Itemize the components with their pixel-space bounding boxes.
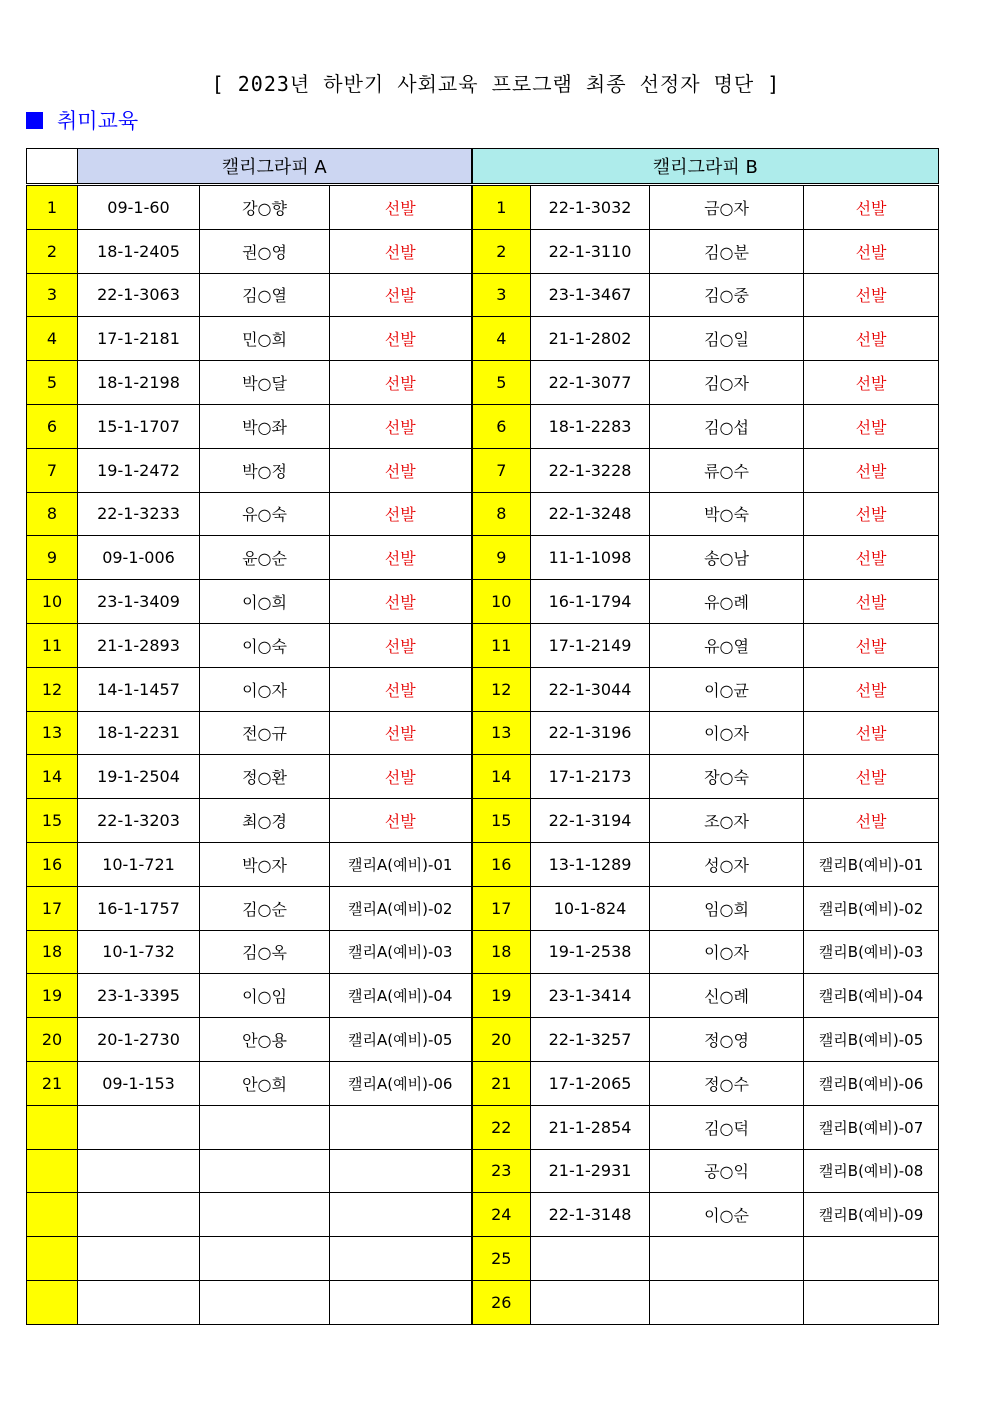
member-name-b: 유○열 — [650, 623, 804, 667]
selection-status-b: 선발 — [804, 185, 939, 230]
selection-status-a: 선발 — [330, 711, 472, 755]
row-number-a: 3 — [27, 273, 78, 317]
member-name-b: 김○섭 — [650, 404, 804, 448]
member-id-b: 19-1-2538 — [531, 930, 650, 974]
member-name-b: 김○일 — [650, 317, 804, 361]
selection-status-b: 선발 — [804, 755, 939, 799]
member-id-b: 23-1-3414 — [531, 974, 650, 1018]
row-number-a: 11 — [27, 623, 78, 667]
table-row — [27, 361, 939, 405]
member-name-a: 김○순 — [200, 886, 330, 930]
member-id-b: 22-1-3032 — [531, 185, 650, 230]
member-name-b: 이○순 — [650, 1193, 804, 1237]
selection-status-a: 선발 — [330, 361, 472, 405]
row-number-a: 9 — [27, 536, 78, 580]
row-number-b: 15 — [472, 799, 531, 843]
row-number-b: 19 — [472, 974, 531, 1018]
selection-status-b: 선발 — [804, 580, 939, 624]
row-number-b: 6 — [472, 404, 531, 448]
table-row — [27, 536, 939, 580]
member-name-a — [200, 1280, 330, 1324]
member-id-b: 10-1-824 — [531, 886, 650, 930]
row-number-b: 8 — [472, 492, 531, 536]
selection-status-a: 선발 — [330, 667, 472, 711]
row-number-b: 22 — [472, 1105, 531, 1149]
member-name-a — [200, 1237, 330, 1281]
member-id-b: 22-1-3248 — [531, 492, 650, 536]
selection-status-b: 선발 — [804, 273, 939, 317]
row-number-a: 20 — [27, 1018, 78, 1062]
row-number-b: 16 — [472, 842, 531, 886]
row-number-a — [27, 1280, 78, 1324]
member-name-b: 장○숙 — [650, 755, 804, 799]
selection-status-b: 선발 — [804, 404, 939, 448]
member-name-a: 김○옥 — [200, 930, 330, 974]
member-name-b: 김○분 — [650, 229, 804, 273]
member-name-b: 정○수 — [650, 1061, 804, 1105]
selection-status-a — [330, 1149, 472, 1193]
row-number-b: 7 — [472, 448, 531, 492]
selection-status-a — [330, 1237, 472, 1281]
table-row — [27, 1280, 939, 1324]
row-number-b: 18 — [472, 930, 531, 974]
row-number-b: 5 — [472, 361, 531, 405]
member-name-b: 류○수 — [650, 448, 804, 492]
selection-status-a: 선발 — [330, 755, 472, 799]
selection-status-b: 선발 — [804, 536, 939, 580]
member-id-a: 14-1-1457 — [78, 667, 200, 711]
row-number-b: 21 — [472, 1061, 531, 1105]
member-name-b: 성○자 — [650, 842, 804, 886]
table-row — [27, 930, 939, 974]
member-id-b: 22-1-3194 — [531, 799, 650, 843]
row-number-a: 17 — [27, 886, 78, 930]
member-name-a: 이○자 — [200, 667, 330, 711]
member-id-b — [531, 1237, 650, 1281]
row-number-b: 12 — [472, 667, 531, 711]
member-id-b: 21-1-2854 — [531, 1105, 650, 1149]
row-number-b: 2 — [472, 229, 531, 273]
selection-status-a: 선발 — [330, 799, 472, 843]
member-name-b — [650, 1237, 804, 1281]
table-row — [27, 448, 939, 492]
row-number-b: 9 — [472, 536, 531, 580]
table-row — [27, 1193, 939, 1237]
table-row — [27, 667, 939, 711]
member-name-a: 박○달 — [200, 361, 330, 405]
table-header-row — [27, 149, 939, 185]
selection-status-b: 선발 — [804, 711, 939, 755]
member-id-b: 21-1-2802 — [531, 317, 650, 361]
selection-status-b: 선발 — [804, 448, 939, 492]
row-number-b: 20 — [472, 1018, 531, 1062]
row-number-a: 19 — [27, 974, 78, 1018]
member-name-a: 김○열 — [200, 273, 330, 317]
member-id-a: 22-1-3233 — [78, 492, 200, 536]
row-number-a: 21 — [27, 1061, 78, 1105]
member-id-a: 22-1-3203 — [78, 799, 200, 843]
section-heading — [26, 106, 138, 134]
selection-status-a: 선발 — [330, 185, 472, 230]
member-name-b: 공○익 — [650, 1149, 804, 1193]
selection-status-b — [804, 1237, 939, 1281]
member-id-a — [78, 1280, 200, 1324]
row-number-a: 10 — [27, 580, 78, 624]
member-id-b: 21-1-2931 — [531, 1149, 650, 1193]
member-id-a: 23-1-3395 — [78, 974, 200, 1018]
selection-status-a: 선발 — [330, 273, 472, 317]
member-id-a: 09-1-60 — [78, 185, 200, 230]
member-id-a — [78, 1105, 200, 1149]
member-name-a: 강○향 — [200, 185, 330, 230]
table-row — [27, 842, 939, 886]
member-id-b: 13-1-1289 — [531, 842, 650, 886]
member-name-a: 박○정 — [200, 448, 330, 492]
row-number-a: 12 — [27, 667, 78, 711]
selection-status-b: 캘리B(예비)-09 — [804, 1193, 939, 1237]
row-number-a: 5 — [27, 361, 78, 405]
member-name-b — [650, 1280, 804, 1324]
row-number-a: 4 — [27, 317, 78, 361]
member-name-b: 박○숙 — [650, 492, 804, 536]
selection-status-b: 캘리B(예비)-03 — [804, 930, 939, 974]
selection-status-a: 선발 — [330, 492, 472, 536]
member-id-a: 20-1-2730 — [78, 1018, 200, 1062]
row-number-a: 14 — [27, 755, 78, 799]
member-id-b: 22-1-3077 — [531, 361, 650, 405]
table-row — [27, 623, 939, 667]
member-name-a — [200, 1149, 330, 1193]
member-id-b: 22-1-3148 — [531, 1193, 650, 1237]
member-name-a — [200, 1193, 330, 1237]
row-number-b: 3 — [472, 273, 531, 317]
member-id-a: 18-1-2231 — [78, 711, 200, 755]
selection-status-b — [804, 1280, 939, 1324]
member-name-b: 이○균 — [650, 667, 804, 711]
member-id-a: 21-1-2893 — [78, 623, 200, 667]
row-number-b: 17 — [472, 886, 531, 930]
selection-roster-table — [26, 148, 939, 1325]
group-a-heading: 캘리그라피 A — [78, 149, 472, 185]
selection-status-b: 선발 — [804, 492, 939, 536]
section-label: 취미교육 — [57, 109, 139, 133]
selection-status-b: 선발 — [804, 799, 939, 843]
member-name-a: 민○희 — [200, 317, 330, 361]
member-id-b: 16-1-1794 — [531, 580, 650, 624]
member-id-a — [78, 1193, 200, 1237]
member-name-a: 이○숙 — [200, 623, 330, 667]
selection-status-b: 캘리B(예비)-05 — [804, 1018, 939, 1062]
selection-status-a: 선발 — [330, 580, 472, 624]
member-id-a: 18-1-2198 — [78, 361, 200, 405]
member-id-a: 10-1-721 — [78, 842, 200, 886]
selection-status-a: 선발 — [330, 536, 472, 580]
row-number-a — [27, 1193, 78, 1237]
table-row — [27, 974, 939, 1018]
member-name-a: 이○희 — [200, 580, 330, 624]
member-name-a: 이○임 — [200, 974, 330, 1018]
member-id-a: 19-1-2472 — [78, 448, 200, 492]
row-number-a: 2 — [27, 229, 78, 273]
square-bullet-icon — [26, 112, 43, 129]
table-row — [27, 755, 939, 799]
selection-status-a: 캘리A(예비)-06 — [330, 1061, 472, 1105]
selection-status-b: 캘리B(예비)-08 — [804, 1149, 939, 1193]
row-number-a: 1 — [27, 185, 78, 230]
selection-status-a: 선발 — [330, 317, 472, 361]
row-number-a — [27, 1237, 78, 1281]
selection-status-a — [330, 1280, 472, 1324]
member-id-a — [78, 1149, 200, 1193]
row-number-a: 8 — [27, 492, 78, 536]
selection-status-b: 선발 — [804, 229, 939, 273]
row-number-b: 4 — [472, 317, 531, 361]
table-row — [27, 185, 939, 230]
selection-status-b: 캘리B(예비)-04 — [804, 974, 939, 1018]
table-row — [27, 1061, 939, 1105]
member-id-a: 23-1-3409 — [78, 580, 200, 624]
member-name-b: 신○례 — [650, 974, 804, 1018]
selection-status-a: 선발 — [330, 404, 472, 448]
selection-status-a: 캘리A(예비)-05 — [330, 1018, 472, 1062]
row-number-a: 13 — [27, 711, 78, 755]
member-name-b: 유○례 — [650, 580, 804, 624]
member-id-b: 22-1-3228 — [531, 448, 650, 492]
table-row — [27, 711, 939, 755]
member-id-a: 09-1-153 — [78, 1061, 200, 1105]
selection-status-b: 선발 — [804, 667, 939, 711]
member-name-b: 김○덕 — [650, 1105, 804, 1149]
member-name-a: 안○용 — [200, 1018, 330, 1062]
member-id-a: 22-1-3063 — [78, 273, 200, 317]
member-id-b: 22-1-3044 — [531, 667, 650, 711]
member-id-b: 22-1-3257 — [531, 1018, 650, 1062]
row-number-b: 1 — [472, 185, 531, 230]
member-id-b: 17-1-2149 — [531, 623, 650, 667]
table-row — [27, 492, 939, 536]
member-id-b — [531, 1280, 650, 1324]
member-id-a — [78, 1237, 200, 1281]
selection-status-a — [330, 1105, 472, 1149]
member-id-a: 15-1-1707 — [78, 404, 200, 448]
member-name-a: 박○좌 — [200, 404, 330, 448]
selection-status-b: 선발 — [804, 317, 939, 361]
header-blank-cell — [27, 149, 78, 185]
row-number-b: 24 — [472, 1193, 531, 1237]
member-name-a — [200, 1105, 330, 1149]
member-name-a: 안○희 — [200, 1061, 330, 1105]
member-id-b: 17-1-2065 — [531, 1061, 650, 1105]
member-name-a: 유○숙 — [200, 492, 330, 536]
table-row — [27, 273, 939, 317]
member-name-b: 이○자 — [650, 930, 804, 974]
member-id-b: 11-1-1098 — [531, 536, 650, 580]
member-name-a: 최○경 — [200, 799, 330, 843]
member-name-b: 정○영 — [650, 1018, 804, 1062]
member-name-a: 권○영 — [200, 229, 330, 273]
table-row — [27, 886, 939, 930]
table-row — [27, 404, 939, 448]
selection-status-b: 선발 — [804, 623, 939, 667]
member-id-a: 09-1-006 — [78, 536, 200, 580]
selection-status-b: 선발 — [804, 361, 939, 405]
row-number-a: 16 — [27, 842, 78, 886]
member-id-b: 18-1-2283 — [531, 404, 650, 448]
page-title: [ 2023년 하반기 사회교육 프로그램 최종 선정자 명단 ] — [211, 72, 781, 96]
selection-status-b: 캘리B(예비)-06 — [804, 1061, 939, 1105]
member-id-a: 19-1-2504 — [78, 755, 200, 799]
row-number-b: 10 — [472, 580, 531, 624]
member-id-b: 17-1-2173 — [531, 755, 650, 799]
row-number-b: 11 — [472, 623, 531, 667]
table-row — [27, 1149, 939, 1193]
selection-status-a: 선발 — [330, 623, 472, 667]
table-row — [27, 1237, 939, 1281]
table-row — [27, 1018, 939, 1062]
member-id-b: 22-1-3110 — [531, 229, 650, 273]
table-row — [27, 229, 939, 273]
member-name-b: 김○자 — [650, 361, 804, 405]
member-id-a: 16-1-1757 — [78, 886, 200, 930]
selection-status-a: 캘리A(예비)-01 — [330, 842, 472, 886]
selection-status-b: 캘리B(예비)-01 — [804, 842, 939, 886]
member-name-a: 정○환 — [200, 755, 330, 799]
member-id-b: 23-1-3467 — [531, 273, 650, 317]
member-name-b: 금○자 — [650, 185, 804, 230]
table-row — [27, 580, 939, 624]
row-number-a: 7 — [27, 448, 78, 492]
row-number-a: 6 — [27, 404, 78, 448]
selection-status-a — [330, 1193, 472, 1237]
selection-status-a: 캘리A(예비)-02 — [330, 886, 472, 930]
row-number-a — [27, 1149, 78, 1193]
member-name-b: 김○중 — [650, 273, 804, 317]
member-name-b: 이○자 — [650, 711, 804, 755]
selection-status-a: 캘리A(예비)-03 — [330, 930, 472, 974]
table-row — [27, 317, 939, 361]
row-number-a: 18 — [27, 930, 78, 974]
selection-status-a: 선발 — [330, 229, 472, 273]
selection-status-a: 선발 — [330, 448, 472, 492]
member-id-a: 10-1-732 — [78, 930, 200, 974]
member-name-b: 송○남 — [650, 536, 804, 580]
member-name-a: 박○자 — [200, 842, 330, 886]
table-row — [27, 1105, 939, 1149]
row-number-a: 15 — [27, 799, 78, 843]
member-name-b: 조○자 — [650, 799, 804, 843]
member-id-b: 22-1-3196 — [531, 711, 650, 755]
row-number-b: 14 — [472, 755, 531, 799]
group-b-heading: 캘리그라피 B — [472, 149, 939, 185]
selection-status-b: 캘리B(예비)-02 — [804, 886, 939, 930]
member-name-a: 윤○순 — [200, 536, 330, 580]
row-number-b: 25 — [472, 1237, 531, 1281]
table-row — [27, 799, 939, 843]
member-id-a: 18-1-2405 — [78, 229, 200, 273]
member-id-a: 17-1-2181 — [78, 317, 200, 361]
member-name-b: 임○희 — [650, 886, 804, 930]
selection-status-b: 캘리B(예비)-07 — [804, 1105, 939, 1149]
member-name-a: 전○규 — [200, 711, 330, 755]
selection-status-a: 캘리A(예비)-04 — [330, 974, 472, 1018]
row-number-b: 13 — [472, 711, 531, 755]
row-number-b: 26 — [472, 1280, 531, 1324]
row-number-b: 23 — [472, 1149, 531, 1193]
row-number-a — [27, 1105, 78, 1149]
